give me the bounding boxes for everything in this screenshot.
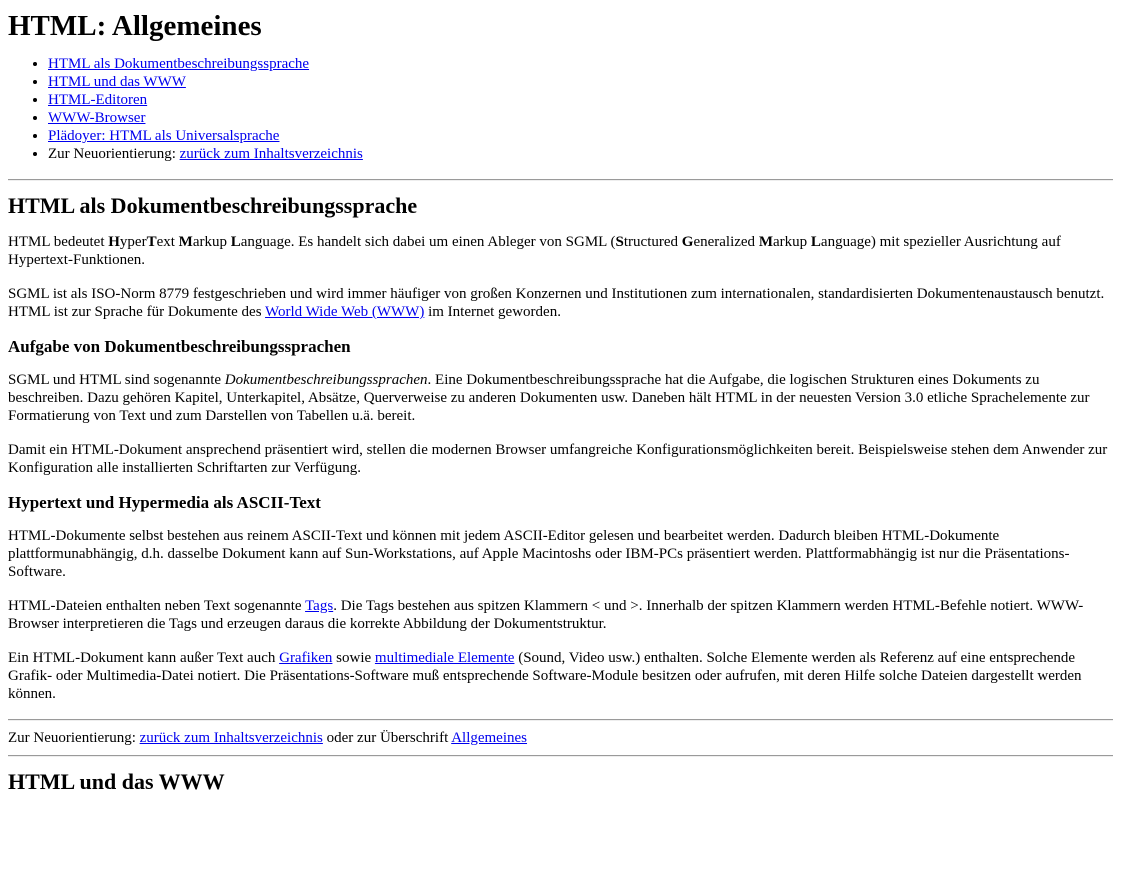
toc-link-html-editoren[interactable]: HTML-Editoren bbox=[48, 92, 148, 108]
paragraph-aufgabe-2: Damit ein HTML-Dokument ansprechend präsentiert wird, stellen die modernen Browser umfangreiche Konfigurationsmöglichkeiten bereit. Beispielsweise stehen dem Anwender zur Konfiguration alle installierten Schriftarten zur Verfügung. bbox=[8, 442, 1108, 476]
section-heading-dokumentbeschreibungssprache: HTML als Dokumentbeschreibungssprache bbox=[8, 193, 418, 218]
page-title: HTML: Allgemeines bbox=[8, 10, 262, 42]
divider bbox=[8, 719, 1113, 721]
link-tags[interactable]: Tags bbox=[305, 598, 334, 614]
link-grafiken[interactable]: Grafiken bbox=[279, 650, 333, 666]
toc-link-html-und-www[interactable]: HTML und das WWW bbox=[48, 74, 186, 90]
link-allgemeines[interactable]: Allgemeines bbox=[451, 730, 528, 746]
document-page bbox=[0, 9, 1121, 795]
paragraph-sgml-iso-norm: SGML ist als ISO-Norm 8779 festgeschrieben und wird immer häufiger von großen Konzernen und Institutionen zum internationalen, standardisierten Dokumentenaustausch benutzt. HTML ist zur Sprache für Dokumente des World Wide Web (WWW) im Internet geworden. bbox=[8, 286, 1105, 320]
paragraph-ascii-1: HTML-Dokumente selbst bestehen aus reinem ASCII-Text und können mit jedem ASCII-Editor gelesen und bearbeitet werden. Dadurch bleiben HTML-Dokumente plattformunabhängig, d.h. dasselbe Dokument kann auf Sun-Workstations, auf Apple Macintoshs oder IBM-PCs präsentiert werden. Plattformabhängig ist nur die Präsentations-Software. bbox=[8, 528, 1070, 580]
link-multimediale-elemente[interactable]: multimediale Elemente bbox=[374, 650, 515, 666]
toc-item bbox=[48, 145, 1113, 163]
toc-link-inhaltsverzeichnis[interactable]: zurück zum Inhaltsverzeichnis bbox=[179, 146, 363, 162]
section-heading-html-und-www: HTML und das WWW bbox=[8, 769, 225, 794]
toc-link-dokumentbeschreibungssprache[interactable]: HTML als Dokumentbeschreibungssprache bbox=[48, 56, 310, 72]
paragraph-ascii-tags: HTML-Dateien enthalten neben Text sogenannte Tags. Die Tags bestehen aus spitzen Klammern < und >. Innerhalb der spitzen Klammern werden HTML-Befehle notiert. WWW-Browser interpretieren die Tags und erzeugen daraus die korrekte Abbildung der Dokumentstruktur. bbox=[8, 598, 1084, 632]
subheading-hypertext-ascii: Hypertext und Hypermedia als ASCII-Text bbox=[8, 493, 321, 512]
toc-reorientation-text: Zur Neuorientierung: bbox=[48, 146, 180, 162]
toc-item bbox=[48, 73, 1113, 91]
toc-item bbox=[48, 109, 1113, 127]
paragraph-aufgabe-1: SGML und HTML sind sogenannte Dokumentbeschreibungssprachen. Eine Dokumentbeschreibungssprache hat die Aufgabe, die logischen Strukturen eines Dokuments zu beschreiben. Dazu gehören Kapitel, Unterkapitel, Absätze, Querverweise zu anderen Dokumenten usw. Daneben hält HTML in der neuesten Version 3.0 etliche Sprachelemente zur Formatierung von Text und zum Darstellen von Tabellen u.ä. bereit. bbox=[8, 372, 1090, 424]
paragraph-ascii-multimedia: Ein HTML-Dokument kann außer Text auch Grafiken sowie multimediale Elemente (Sound, Video usw.) enthalten. Solche Elemente werden als Referenz auf eine entsprechende Grafik- oder Multimedia-Datei notiert. Die Präsentations-Software muß entsprechende Software-Module besitzen oder aufrufen, mit deren Hilfe solche Dateien dargestellt werden können. bbox=[8, 650, 1082, 702]
toc-item bbox=[48, 127, 1113, 145]
link-zurueck-inhaltsverzeichnis[interactable]: zurück zum Inhaltsverzeichnis bbox=[139, 730, 323, 746]
toc-link-www-browser[interactable]: WWW-Browser bbox=[48, 110, 146, 126]
paragraph-html-bedeutung: HTML bedeutet HyperText Markup Language. Es handelt sich dabei um einen Ableger von SGML (Structured Generalized Markup Language) mit spezieller Ausrichtung auf Hypertext-Funktionen. bbox=[8, 234, 1061, 268]
divider bbox=[8, 179, 1113, 181]
divider bbox=[8, 755, 1113, 757]
toc-item bbox=[48, 91, 1113, 109]
reorientation-nav: Zur Neuorientierung: zurück zum Inhaltsverzeichnis oder zur Überschrift Allgemeines bbox=[8, 730, 528, 746]
toc-item bbox=[48, 55, 1113, 73]
subheading-aufgabe: Aufgabe von Dokumentbeschreibungssprachen bbox=[8, 337, 351, 356]
toc-link-plaedoyer[interactable]: Plädoyer: HTML als Universalsprache bbox=[48, 128, 280, 144]
link-world-wide-web[interactable]: World Wide Web (WWW) bbox=[265, 304, 425, 320]
table-of-contents bbox=[8, 55, 1113, 163]
